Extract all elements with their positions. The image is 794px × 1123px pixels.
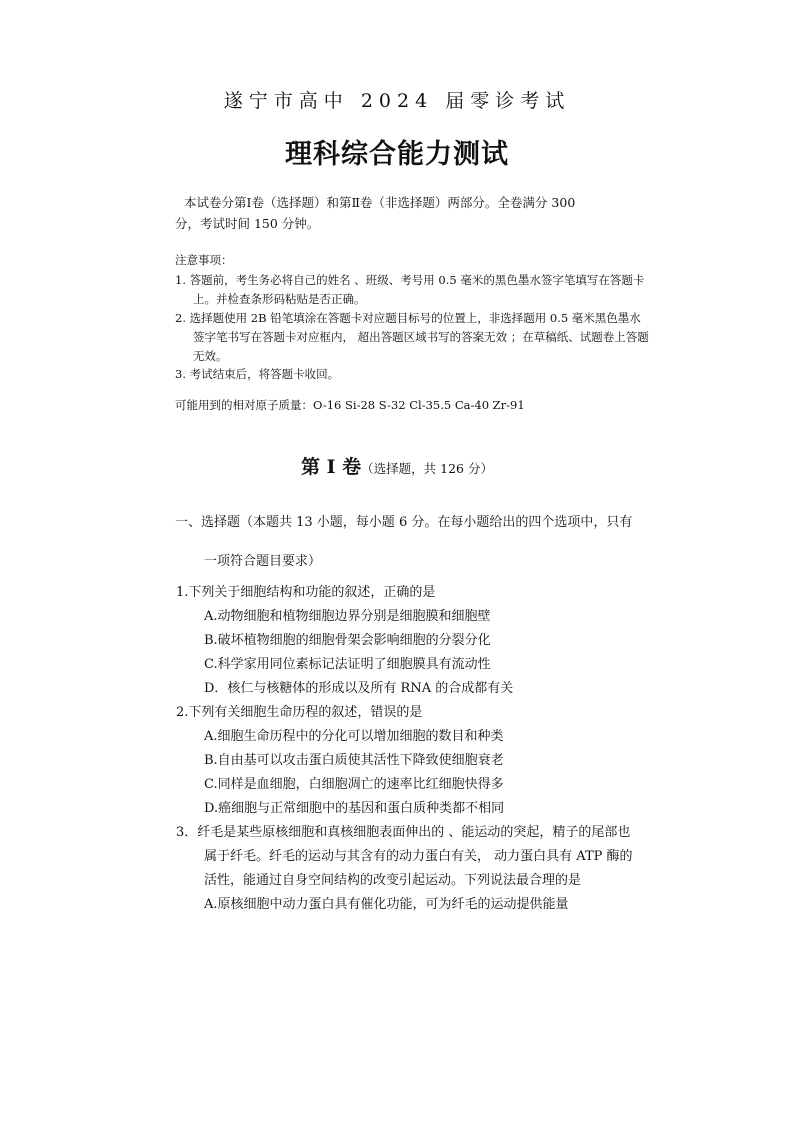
question-2-option-d: D.癌细胞与正常细胞中的基因和蛋白质种类都不相同 [204,801,505,816]
question-1-option-c: C.科学家用同位素标记法证明了细胞膜具有流动性 [204,657,491,672]
note-line: 2. 选择题使用 2B 铅笔填涂在答题卡对应题目标号的位置上，非选择题用 0.5 毫米黑色墨水 [175,311,641,325]
question-1-option-b: B.破坏植物细胞的细胞骨架会影响细胞的分裂分化 [204,633,491,648]
question-3-stem-line-1: 3．纤毛是某些原核细胞和真核细胞表面伸出的 、能运动的突起，精子的尾部也 [176,825,631,840]
intro-line-1: 本试卷分第Ⅰ卷（选择题）和第Ⅱ卷（非选择题）两部分。全卷满分 300 [184,195,576,210]
notes-heading: 注意事项： [175,253,233,267]
section-title [0,452,794,479]
paper-title: 理科综合能力测试 [285,139,509,170]
note-line: 无效。 [193,349,228,363]
question-1-option-a: A.动物细胞和植物细胞边界分别是细胞膜和细胞壁 [204,609,491,624]
question-1-stem: 1.下列关于细胞结构和功能的叙述，正确的是 [176,585,436,600]
section-main-title: 第 I 卷 [301,456,362,478]
part-instructions-line-1: 一、选择题（本题共 13 小题，每小题 6 分。在每小题给出的四个选项中，只有 [175,515,633,530]
question-2-option-a: A.细胞生命历程中的分化可以增加细胞的数目和种类 [204,729,504,744]
question-2-option-c: C.同样是血细胞，白细胞凋亡的速率比红细胞快得多 [204,777,504,792]
exam-title: 遂宁市高中 2024 届零诊考试 [223,90,571,112]
note-line: 1. 答题前，考生务必将自己的姓名 、班级、考号用 0.5 毫米的黑色墨水签字笔填写在答题卡 [175,273,645,287]
question-1-option-d: D．核仁与核糖体的形成以及所有 RNA 的合成都有关 [204,681,514,696]
intro-line-2: 分，考试时间 150 分钟。 [175,216,320,231]
section-subtitle: （选择题，共 126 分） [361,461,493,476]
question-2-option-b: B.自由基可以攻击蛋白质使其活性下降致使细胞衰老 [204,753,504,768]
note-line: 上。并检查条形码粘贴是否正确。 [193,292,366,306]
note-line: 3. 考试结束后，将答题卡收回。 [175,367,340,381]
question-3-option-a: A.原核细胞中动力蛋白具有催化功能，可为纤毛的运动提供能量 [204,897,569,912]
note-line: 签字笔书写在答题卡对应框内， 超出答题区域书写的答案无效 ；在草稿纸、试题卷上答题 [193,330,649,344]
question-2-stem: 2.下列有关细胞生命历程的叙述，错误的是 [176,705,423,720]
atomic-masses: 可能用到的相对原子质量：O-16 Si-28 S-32 Cl-35.5 Ca-40 Zr-91 [175,398,525,412]
question-3-stem-line-3: 活性，能通过自身空间结构的改变引起运动。下列说法最合理的是 [204,873,582,888]
question-3-stem-line-2: 属于纤毛。纤毛的运动与其含有的动力蛋白有关， 动力蛋白具有 ATP 酶的 [204,849,633,864]
part-instructions-line-2: 一项符合题目要求） [204,554,322,569]
